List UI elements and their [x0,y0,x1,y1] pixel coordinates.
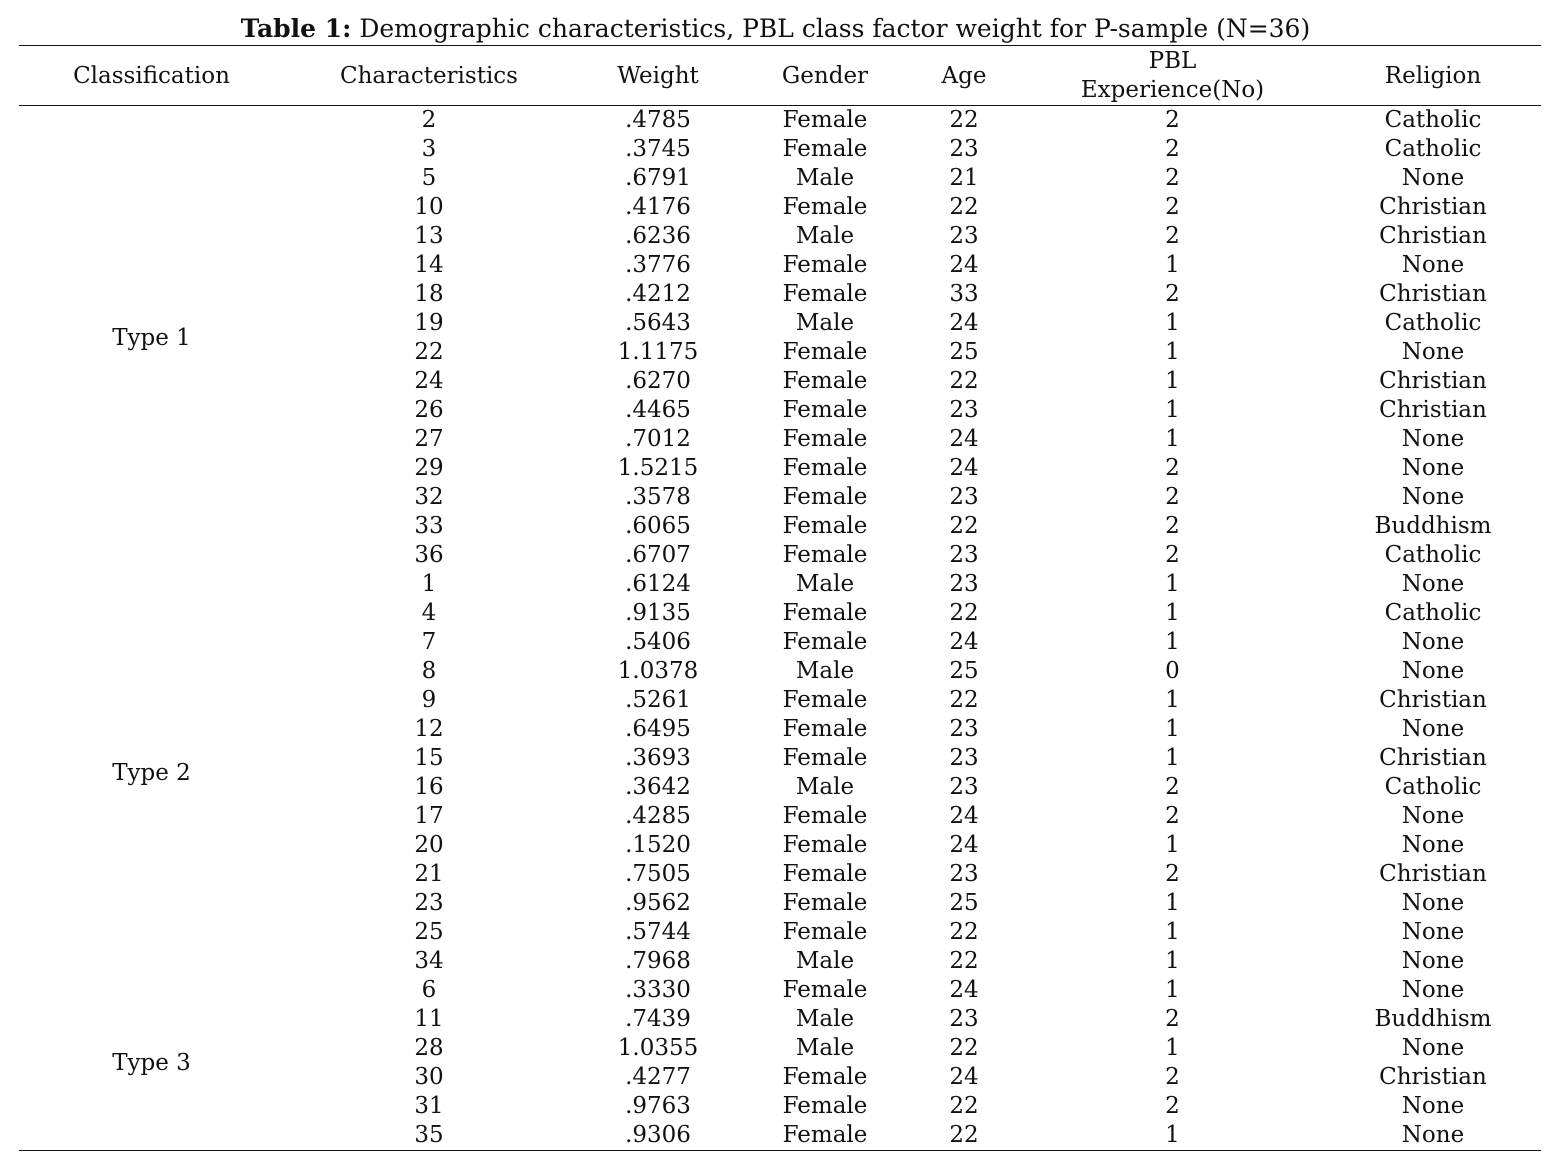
cell-weight: .7439 [625,1006,691,1032]
cell-pbl-experience: 2 [1165,136,1180,162]
cell-weight: 1.5215 [617,455,699,481]
cell-religion: Christian [1379,194,1487,220]
cell-gender: Female [782,513,868,539]
cell-religion: None [1401,165,1465,191]
cell-gender: Female [782,745,868,771]
cell-pbl-experience: 2 [1165,1006,1180,1032]
table-body [19,106,1541,1150]
cell-religion: None [1401,977,1465,1003]
cell-age: 24 [949,832,979,858]
cell-weight: .1520 [625,832,691,858]
cell-characteristics: 19 [414,310,444,336]
cell-age: 23 [949,223,979,249]
cell-characteristics: 17 [414,803,444,829]
cell-characteristics: 12 [414,716,444,742]
cell-weight: .6270 [625,368,691,394]
cell-pbl-experience: 1 [1165,397,1180,423]
cell-weight: 1.0378 [617,658,699,684]
cell-characteristics: 9 [421,687,437,713]
cell-gender: Male [795,1035,855,1061]
cell-classification: Type 2 [112,759,191,786]
table-row [19,570,1541,599]
cell-weight: .9763 [625,1093,691,1119]
cell-pbl-experience: 1 [1165,368,1180,394]
cell-age: 22 [949,1093,979,1119]
cell-pbl-experience: 2 [1165,861,1180,887]
cell-religion: None [1401,484,1465,510]
cell-religion: None [1401,832,1465,858]
cell-gender: Female [782,1093,868,1119]
cell-religion: None [1401,716,1465,742]
cell-characteristics: 35 [414,1122,444,1148]
cell-gender: Female [782,861,868,887]
cell-weight: .6791 [625,165,691,191]
cell-religion: None [1401,919,1465,945]
cell-characteristics: 3 [421,136,437,162]
cell-weight: .4785 [625,107,691,133]
cell-weight: .9306 [625,1122,691,1148]
header-characteristics: Characteristics [339,62,518,89]
cell-gender: Female [782,919,868,945]
cell-pbl-experience: 1 [1165,687,1180,713]
header-pbl-experience [1020,46,1325,106]
cell-religion: Christian [1379,368,1487,394]
header-pbl-line2: Experience(No) [1080,77,1265,103]
cell-characteristics: 14 [414,252,444,278]
cell-pbl-experience: 1 [1165,716,1180,742]
cell-weight: .9562 [625,890,691,916]
cell-characteristics: 10 [414,194,444,220]
cell-weight: .5261 [625,687,691,713]
cell-age: 23 [949,136,979,162]
cell-age: 33 [949,281,979,307]
cell-religion: Catholic [1384,107,1482,133]
cell-religion: None [1401,1093,1465,1119]
cell-religion: None [1401,252,1465,278]
cell-characteristics: 7 [421,629,437,655]
cell-weight: .7968 [625,948,691,974]
cell-pbl-experience: 0 [1165,658,1180,684]
cell-age: 22 [949,687,979,713]
cell-gender: Female [782,455,868,481]
cell-weight: .6236 [625,223,691,249]
cell-weight: 1.0355 [617,1035,699,1061]
cell-religion: None [1401,629,1465,655]
cell-age: 25 [949,658,979,684]
cell-age: 24 [949,426,979,452]
cell-characteristics: 15 [414,745,444,771]
cell-weight: .7505 [625,861,691,887]
cell-gender: Female [782,1064,868,1090]
cell-characteristics: 28 [414,1035,444,1061]
cell-age: 25 [949,339,979,365]
cell-religion: None [1401,948,1465,974]
cell-religion: None [1401,803,1465,829]
cell-characteristics: 24 [414,368,444,394]
cell-weight: .6495 [625,716,691,742]
cell-age: 22 [949,1035,979,1061]
cell-religion: Christian [1379,1064,1487,1090]
cell-age: 22 [949,919,979,945]
cell-gender: Male [795,310,855,336]
cell-pbl-experience: 1 [1165,745,1180,771]
cell-weight: .5744 [625,919,691,945]
cell-gender: Female [782,600,868,626]
cell-religion: Christian [1379,861,1487,887]
demographics-table [19,46,1541,1150]
cell-pbl-experience: 2 [1165,165,1180,191]
cell-gender: Female [782,484,868,510]
cell-age: 23 [949,397,979,423]
cell-pbl-experience: 2 [1165,803,1180,829]
cell-religion: Catholic [1384,136,1482,162]
table-row [19,106,1541,135]
cell-pbl-experience: 1 [1165,571,1180,597]
cell-pbl-experience: 1 [1165,339,1180,365]
cell-gender: Female [782,281,868,307]
cell-pbl-experience: 1 [1165,890,1180,916]
cell-age: 22 [949,107,979,133]
cell-characteristics: 29 [414,455,444,481]
cell-age: 24 [949,252,979,278]
cell-weight: .3745 [625,136,691,162]
cell-religion: Christian [1379,397,1487,423]
cell-religion: None [1401,455,1465,481]
cell-age: 22 [949,368,979,394]
cell-gender: Male [795,571,855,597]
cell-gender: Female [782,977,868,1003]
cell-gender: Male [795,948,855,974]
cell-age: 23 [949,745,979,771]
cell-gender: Male [795,223,855,249]
cell-age: 23 [949,571,979,597]
cell-pbl-experience: 2 [1165,484,1180,510]
cell-religion: Catholic [1384,310,1482,336]
cell-age: 23 [949,1006,979,1032]
cell-religion: None [1401,658,1465,684]
cell-weight: .3776 [625,252,691,278]
cell-gender: Female [782,542,868,568]
cell-characteristics: 20 [414,832,444,858]
cell-gender: Female [782,107,868,133]
cell-characteristics: 23 [414,890,444,916]
cell-pbl-experience: 1 [1165,310,1180,336]
cell-gender: Female [782,716,868,742]
cell-gender: Male [795,1006,855,1032]
cell-pbl-experience: 1 [1165,1122,1180,1148]
cell-pbl-experience: 1 [1165,600,1180,626]
cell-characteristics: 30 [414,1064,444,1090]
cell-pbl-experience: 1 [1165,252,1180,278]
cell-religion: Catholic [1384,542,1482,568]
cell-weight: .9135 [625,600,691,626]
cell-age: 24 [949,629,979,655]
cell-gender: Male [795,658,855,684]
cell-weight: .4465 [625,397,691,423]
cell-characteristics: 13 [414,223,444,249]
header-weight: Weight [617,62,699,89]
cell-weight: .5406 [625,629,691,655]
cell-weight: .3642 [625,774,691,800]
cell-gender: Female [782,426,868,452]
cell-religion: Christian [1379,687,1487,713]
cell-pbl-experience: 1 [1165,832,1180,858]
cell-age: 23 [949,861,979,887]
cell-pbl-experience: 1 [1165,426,1180,452]
cell-weight: .6065 [625,513,691,539]
cell-characteristics: 33 [414,513,444,539]
caption-label: Table 1: [240,14,352,43]
cell-age: 25 [949,890,979,916]
cell-religion: Buddhism [1374,1006,1492,1032]
cell-gender: Female [782,1122,868,1148]
cell-pbl-experience: 2 [1165,107,1180,133]
cell-gender: Female [782,687,868,713]
cell-religion: None [1401,571,1465,597]
cell-pbl-experience: 1 [1165,948,1180,974]
cell-characteristics: 2 [421,107,437,133]
cell-characteristics: 18 [414,281,444,307]
cell-classification: Type 3 [112,1049,191,1076]
cell-weight: 1.1175 [617,339,699,365]
cell-pbl-experience: 2 [1165,542,1180,568]
cell-age: 23 [949,542,979,568]
cell-gender: Female [782,368,868,394]
cell-pbl-experience: 2 [1165,513,1180,539]
cell-age: 24 [949,455,979,481]
cell-age: 24 [949,977,979,1003]
cell-weight: .3578 [625,484,691,510]
cell-weight: .6707 [625,542,691,568]
header-row [19,46,1541,106]
cell-weight: .3693 [625,745,691,771]
cell-pbl-experience: 2 [1165,774,1180,800]
cell-characteristics: 5 [421,165,437,191]
cell-weight: .4176 [625,194,691,220]
table-caption [0,12,1551,46]
cell-gender: Female [782,136,868,162]
cell-religion: None [1401,1122,1465,1148]
cell-characteristics: 31 [414,1093,444,1119]
cell-characteristics: 1 [421,571,437,597]
cell-gender: Male [795,774,855,800]
cell-pbl-experience: 1 [1165,919,1180,945]
cell-gender: Female [782,890,868,916]
cell-age: 24 [949,1064,979,1090]
cell-pbl-experience: 2 [1165,1093,1180,1119]
cell-pbl-experience: 2 [1165,194,1180,220]
cell-age: 23 [949,716,979,742]
cell-religion: Catholic [1384,600,1482,626]
cell-characteristics: 6 [421,977,437,1003]
cell-characteristics: 16 [414,774,444,800]
cell-characteristics: 34 [414,948,444,974]
cell-weight: .6124 [625,571,691,597]
cell-pbl-experience: 1 [1165,977,1180,1003]
cell-pbl-experience: 2 [1165,223,1180,249]
cell-religion: None [1401,1035,1465,1061]
cell-age: 22 [949,948,979,974]
cell-age: 22 [949,1122,979,1148]
cell-weight: .4212 [625,281,691,307]
cell-characteristics: 4 [421,600,437,626]
cell-religion: Buddhism [1374,513,1492,539]
cell-age: 23 [949,774,979,800]
cell-characteristics: 21 [414,861,444,887]
cell-age: 21 [949,165,979,191]
cell-religion: Christian [1379,281,1487,307]
cell-gender: Female [782,339,868,365]
cell-pbl-experience: 1 [1165,629,1180,655]
cell-religion: None [1401,890,1465,916]
cell-age: 22 [949,513,979,539]
header-pbl-line1: PBL [1148,48,1197,74]
cell-gender: Female [782,629,868,655]
cell-pbl-experience: 2 [1165,455,1180,481]
cell-religion: None [1401,339,1465,365]
cell-age: 24 [949,310,979,336]
cell-weight: .7012 [625,426,691,452]
cell-characteristics: 11 [414,1006,444,1032]
cell-gender: Male [795,165,855,191]
header-religion: Religion [1384,62,1482,89]
header-age: Age [941,62,987,89]
cell-gender: Female [782,194,868,220]
cell-age: 23 [949,484,979,510]
cell-weight: .3330 [625,977,691,1003]
cell-religion: None [1401,426,1465,452]
cell-characteristics: 26 [414,397,444,423]
cell-gender: Female [782,397,868,423]
bottom-rule [19,1150,1541,1151]
cell-religion: Christian [1379,223,1487,249]
cell-pbl-experience: 1 [1165,1035,1180,1061]
cell-weight: .5643 [625,310,691,336]
cell-classification: Type 1 [112,324,191,351]
cell-pbl-experience: 2 [1165,1064,1180,1090]
cell-age: 22 [949,600,979,626]
cell-pbl-experience: 2 [1165,281,1180,307]
table-row [19,976,1541,1005]
cell-characteristics: 32 [414,484,444,510]
cell-characteristics: 27 [414,426,444,452]
cell-religion: Catholic [1384,774,1482,800]
cell-weight: .4285 [625,803,691,829]
cell-characteristics: 36 [414,542,444,568]
cell-gender: Female [782,252,868,278]
cell-characteristics: 22 [414,339,444,365]
cell-gender: Female [782,832,868,858]
cell-religion: Christian [1379,745,1487,771]
caption-text: Demographic characteristics, PBL class factor weight for P-sample (N=36) [359,14,1311,43]
cell-weight: .4277 [625,1064,691,1090]
cell-age: 22 [949,194,979,220]
header-classification: Classification [73,62,230,89]
cell-characteristics: 8 [421,658,437,684]
cell-age: 24 [949,803,979,829]
header-gender: Gender [781,62,869,89]
cell-characteristics: 25 [414,919,444,945]
cell-gender: Female [782,803,868,829]
